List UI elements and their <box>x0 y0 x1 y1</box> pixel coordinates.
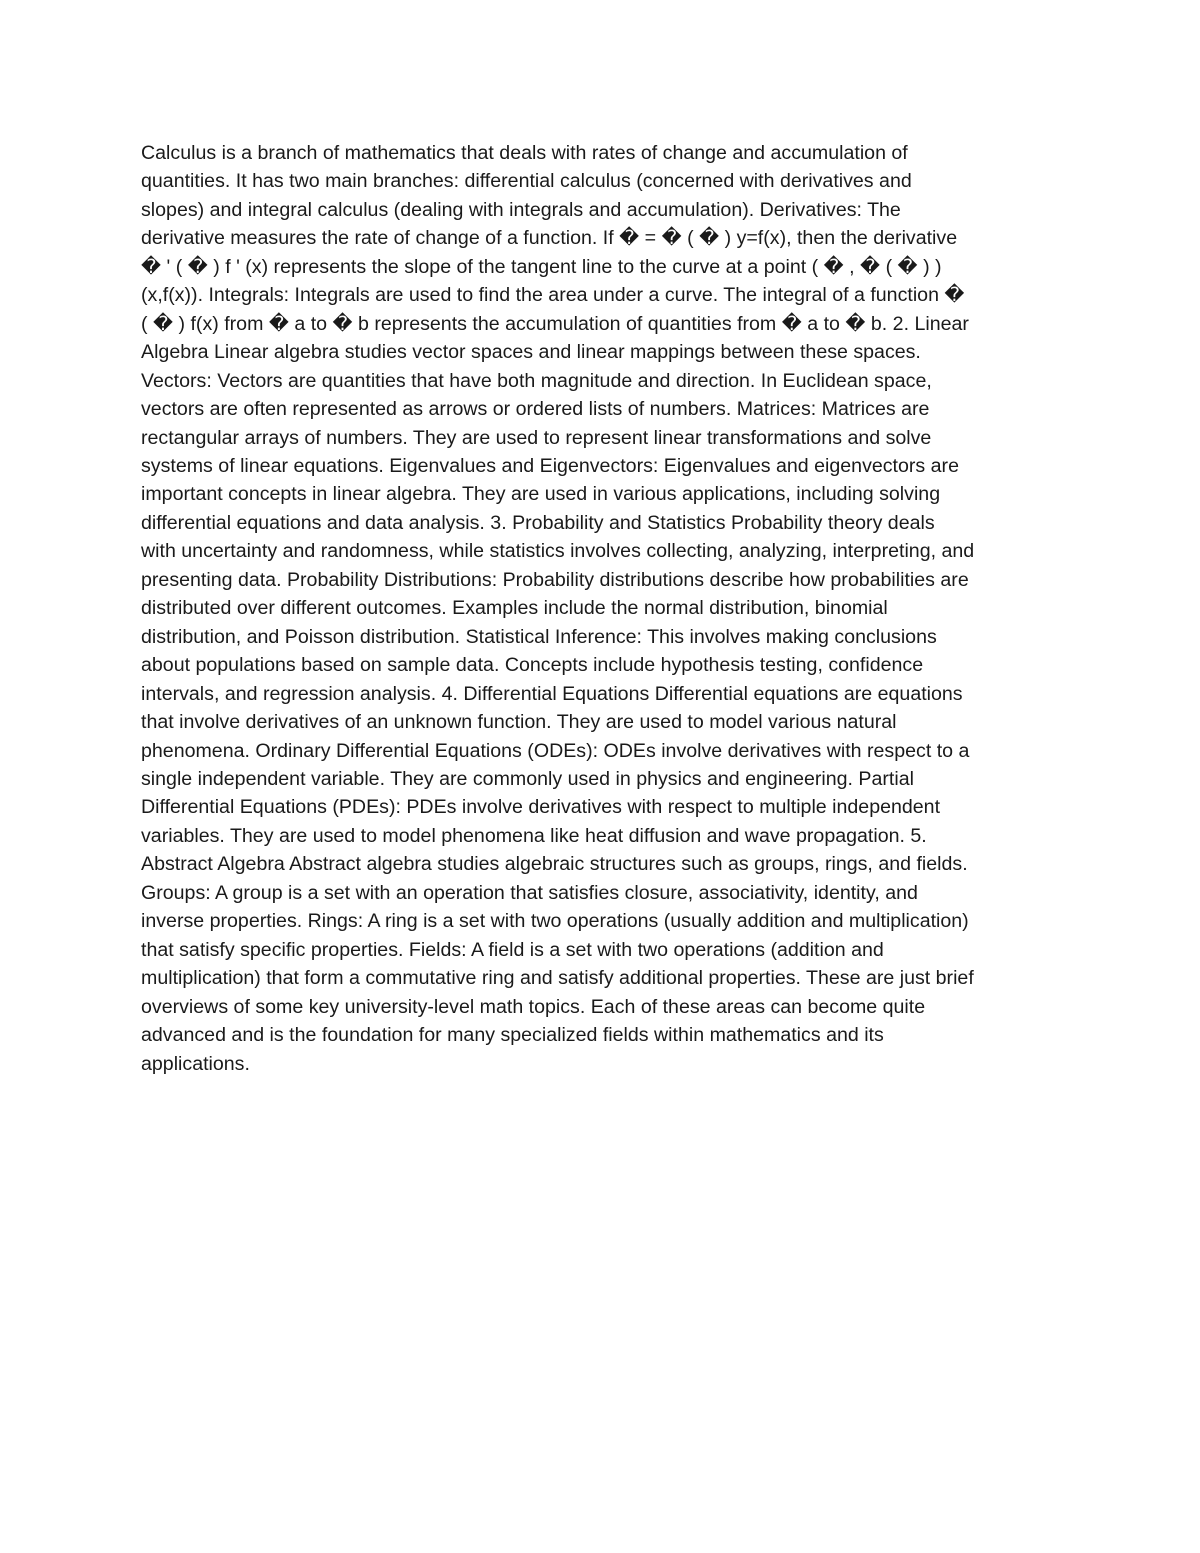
text-line: Groups: A group is a set with an operation that satisfies closure, associativity, identity, and <box>141 881 918 904</box>
text-line: differential equations and data analysis. 3. Probability and Statistics Probability theory deals <box>141 511 935 534</box>
text-line: presenting data. Probability Distributions: Probability distributions describe how probabilities are <box>141 568 969 591</box>
text-line: � ' ( � ) f ' (x) represents the slope of the tangent line to the curve at a point ( � , � ( � ) ) <box>141 255 942 278</box>
text-line: systems of linear equations. Eigenvalues and Eigenvectors: Eigenvalues and eigenvectors are <box>141 454 959 477</box>
text-line: Vectors: Vectors are quantities that have both magnitude and direction. In Euclidean space, <box>141 369 932 392</box>
text-line: ( � ) f(x) from � a to � b represents the accumulation of quantities from � a to � b. 2. Linear <box>141 312 969 335</box>
text-line: distribution, and Poisson distribution. Statistical Inference: This involves making conclusions <box>141 625 937 648</box>
text-line: rectangular arrays of numbers. They are used to represent linear transformations and solve <box>141 426 932 449</box>
text-line: that involve derivatives of an unknown function. They are used to model various natural <box>141 711 897 734</box>
text-line: single independent variable. They are commonly used in physics and engineering. Partial <box>141 767 914 790</box>
text-line: Differential Equations (PDEs): PDEs involve derivatives with respect to multiple independent <box>141 796 941 819</box>
text-line: advanced and is the foundation for many specialized fields within mathematics and its <box>141 1024 884 1047</box>
text-line: intervals, and regression analysis. 4. Differential Equations Differential equations are equations <box>141 682 963 705</box>
text-line: slopes) and integral calculus (dealing with integrals and accumulation). Derivatives: The <box>141 198 901 221</box>
text-line: phenomena. Ordinary Differential Equations (ODEs): ODEs involve derivatives with respect to a <box>141 739 970 762</box>
text-line: that satisfy specific properties. Fields: A field is a set with two operations (addition and <box>141 938 884 961</box>
text-line: (x,f(x)). Integrals: Integrals are used to find the area under a curve. The integral of a function � <box>141 284 965 307</box>
text-line: overviews of some key university-level math topics. Each of these areas can become quite <box>141 995 926 1018</box>
text-line: with uncertainty and randomness, while statistics involves collecting, analyzing, interpreting, and <box>141 540 975 563</box>
text-line: Abstract Algebra Abstract algebra studies algebraic structures such as groups, rings, and fields. <box>141 853 968 876</box>
body-paragraph <box>141 139 1066 1078</box>
text-line: quantities. It has two main branches: differential calculus (concerned with derivatives and <box>141 170 912 193</box>
text-line: Calculus is a branch of mathematics that deals with rates of change and accumulation of <box>141 142 908 164</box>
text-line: multiplication) that form a commutative ring and satisfy additional properties. These are just brief <box>141 967 974 990</box>
text-line: important concepts in linear algebra. They are used in various applications, including solving <box>141 483 941 506</box>
text-line: about populations based on sample data. Concepts include hypothesis testing, confidence <box>141 654 924 677</box>
text-line: Algebra Linear algebra studies vector spaces and linear mappings between these spaces. <box>141 341 921 364</box>
text-line: distributed over different outcomes. Examples include the normal distribution, binomial <box>141 597 888 620</box>
text-line: applications. <box>141 1052 250 1075</box>
text-line: variables. They are used to model phenomena like heat diffusion and wave propagation. 5. <box>141 824 927 847</box>
text-line: vectors are often represented as arrows or ordered lists of numbers. Matrices: Matrices are <box>141 398 930 421</box>
text-line: derivative measures the rate of change of a function. If � = � ( � ) y=f(x), then the derivative <box>141 227 958 250</box>
text-line: inverse properties. Rings: A ring is a set with two operations (usually addition and multiplication) <box>141 910 969 933</box>
